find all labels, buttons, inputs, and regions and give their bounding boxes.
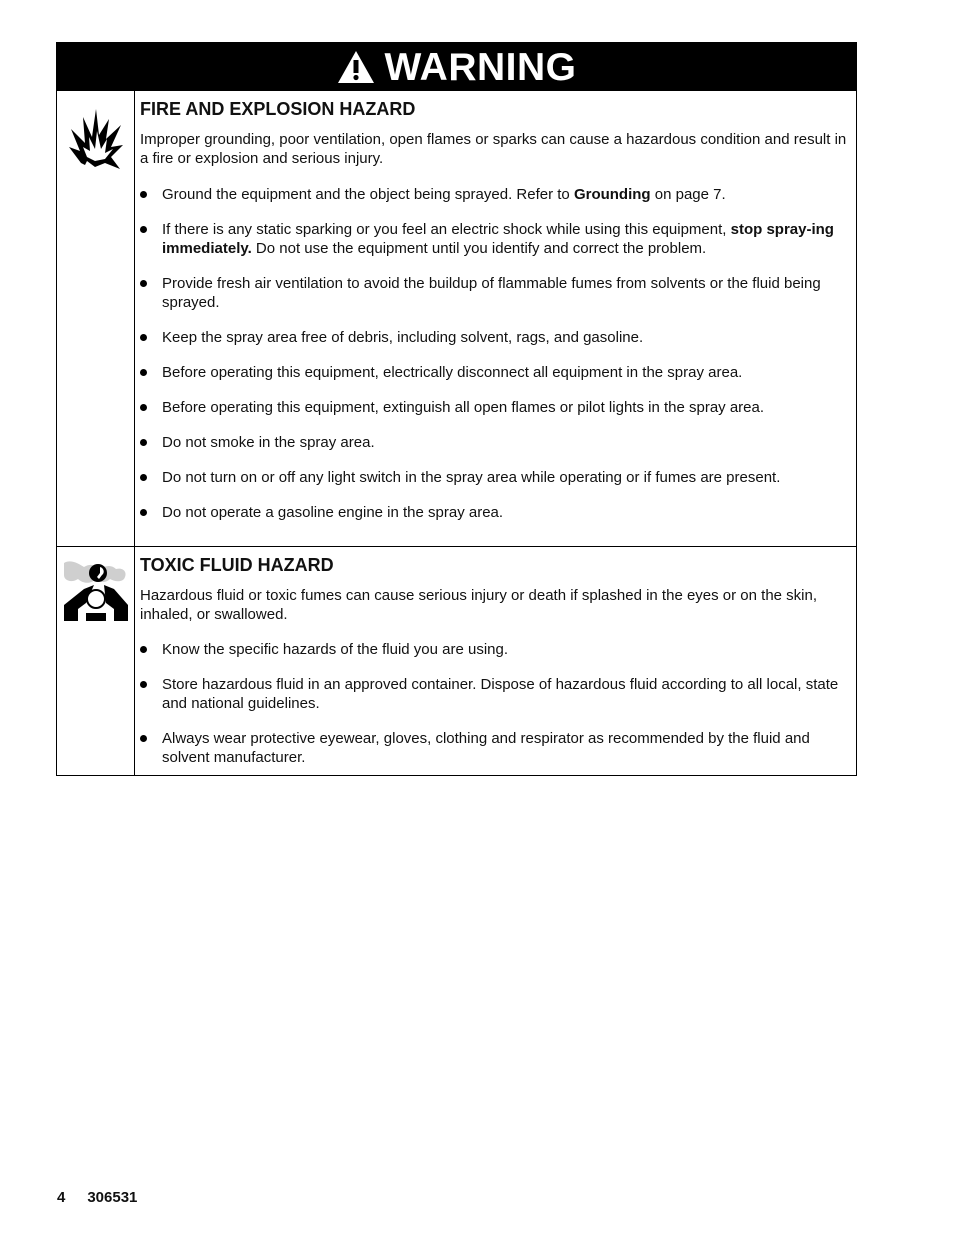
list-item: Store hazardous fluid in an approved container. Dispose of hazardous fluid according to all local, state and national guidelines. <box>140 675 848 713</box>
list-item: Before operating this equipment, extinguish all open flames or pilot lights in the spray area. <box>140 398 848 417</box>
list-item: If there is any static sparking or you feel an electric shock while using this equipment, stop spray-ing immediately. Do not use the equipment until you identify and correct the problem. <box>140 220 848 258</box>
page-footer <box>57 1189 137 1206</box>
document-number: 306531 <box>87 1189 138 1206</box>
fire-hazard-title: FIRE AND EXPLOSION HAZARD <box>140 99 416 119</box>
toxic-fumes-icon <box>62 559 130 625</box>
page-number: 4 <box>57 1189 66 1206</box>
explosion-icon <box>65 105 127 171</box>
toxic-hazard-intro: Hazardous fluid or toxic fumes can cause serious injury or death if splashed in the eyes or on the skin, inhaled, or swallowed. <box>140 587 818 623</box>
list-item: Keep the spray area free of debris, including solvent, rags, and gasoline. <box>140 328 848 347</box>
list-item: Always wear protective eyewear, gloves, clothing and respirator as recommended by the fluid and solvent manufacturer. <box>140 729 848 767</box>
warning-banner <box>57 43 856 91</box>
list-item: Do not operate a gasoline engine in the spray area. <box>140 503 848 522</box>
toxic-hazard-title: TOXIC FLUID HAZARD <box>140 555 334 575</box>
toxic-hazard-section <box>57 546 856 775</box>
toxic-hazard-list <box>140 640 848 767</box>
fire-icon-cell <box>57 91 135 546</box>
stop-spraying-emphasis: stop spray-ing immediately. <box>162 221 834 257</box>
warning-table <box>56 42 857 776</box>
warning-triangle-icon <box>337 50 375 84</box>
list-item: Before operating this equipment, electrically disconnect all equipment in the spray area. <box>140 363 848 382</box>
fire-hazard-list <box>140 185 848 522</box>
warning-title: WARNING <box>384 45 577 89</box>
list-item: Ground the equipment and the object being sprayed. Refer to Grounding on page 7. <box>140 185 848 204</box>
fire-hazard-section <box>57 91 856 546</box>
list-item: Know the specific hazards of the fluid you are using. <box>140 640 848 659</box>
toxic-text-cell <box>135 547 856 775</box>
toxic-icon-cell <box>57 547 135 775</box>
fire-hazard-intro: Improper grounding, poor ventilation, open flames or sparks can cause a hazardous condition and result in a fire or explosion and serious injury. <box>140 131 847 167</box>
list-item: Do not turn on or off any light switch in the spray area while operating or if fumes are present. <box>140 468 848 487</box>
list-item: Do not smoke in the spray area. <box>140 433 848 452</box>
fire-text-cell <box>135 91 856 546</box>
list-item: Provide fresh air ventilation to avoid the buildup of flammable fumes from solvents or the fluid being sprayed. <box>140 274 848 312</box>
grounding-reference: Grounding <box>573 186 651 203</box>
